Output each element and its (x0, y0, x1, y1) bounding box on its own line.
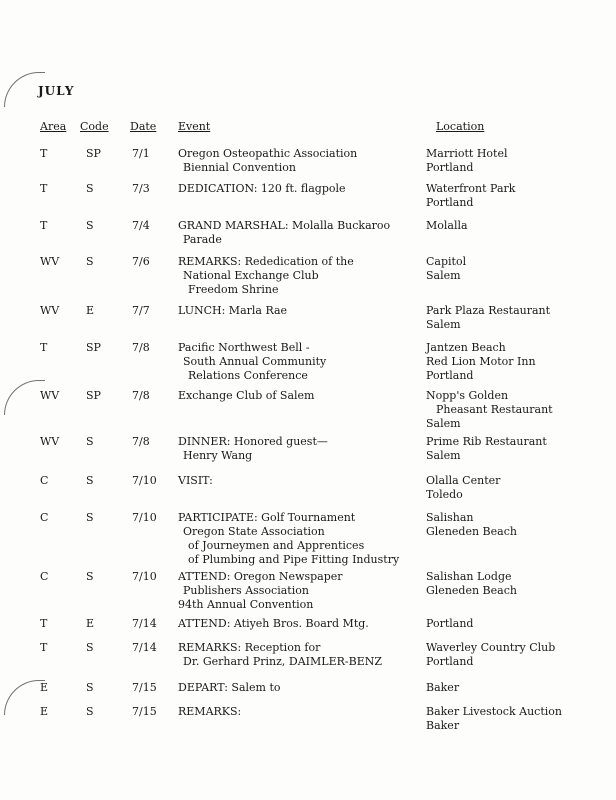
event-cell-line: ATTEND: Oregon Newspaper (178, 570, 343, 583)
date-cell: 7/4 (132, 219, 150, 232)
event-cell (178, 617, 369, 631)
event-cell-line: PARTICIPATE: Golf Tournament (178, 511, 356, 524)
event-cell (178, 182, 346, 196)
date-cell: 7/8 (132, 341, 150, 354)
area-cell: T (40, 147, 48, 160)
location-cell (426, 705, 562, 733)
location-cell (426, 681, 459, 695)
location-cell (426, 435, 547, 463)
date-cell: 7/14 (132, 641, 157, 654)
event-cell-line: Dr. Gerhard Prinz, DAIMLER-BENZ (183, 655, 382, 668)
code-cell: S (86, 570, 94, 583)
location-cell (426, 304, 550, 332)
header-location: Location (436, 120, 485, 133)
punch-hole-bottom (4, 680, 45, 715)
location-cell (426, 641, 555, 669)
location-cell (426, 341, 536, 383)
location-cell-line: Prime Rib Restaurant (426, 435, 547, 448)
location-cell-line: Toledo (426, 488, 463, 501)
location-cell (426, 389, 553, 431)
location-cell (426, 182, 515, 210)
area-cell: WV (40, 389, 60, 402)
event-cell-line: Publishers Association (183, 584, 309, 597)
date-cell: 7/15 (132, 705, 157, 718)
date-cell: 7/8 (132, 435, 150, 448)
area-cell: T (40, 641, 48, 654)
date-cell: 7/1 (132, 147, 150, 160)
location-cell-line: Waverley Country Club (426, 641, 556, 654)
date-cell: 7/7 (132, 304, 150, 317)
code-cell: S (86, 511, 94, 524)
location-cell-line: Portland (426, 369, 474, 382)
location-cell-line: Salem (426, 269, 461, 282)
area-cell: WV (40, 304, 60, 317)
event-cell-line: Parade (183, 233, 222, 246)
event-cell-line: GRAND MARSHAL: Molalla Buckaroo (178, 219, 391, 232)
location-cell-line: Salishan Lodge (426, 570, 512, 583)
date-cell: 7/6 (132, 255, 150, 268)
code-cell: S (86, 182, 94, 195)
location-cell (426, 511, 517, 539)
header-area: Area (40, 120, 67, 133)
event-cell-line: DINNER: Honored guest— (178, 435, 328, 448)
area-cell: E (40, 705, 49, 718)
location-cell-line: Baker Livestock Auction (426, 705, 562, 718)
location-cell (426, 474, 500, 502)
location-cell (426, 570, 517, 598)
location-cell-line: Portland (426, 196, 474, 209)
area-cell: C (40, 570, 49, 583)
location-cell-line: Salem (426, 449, 461, 462)
code-cell: S (86, 219, 94, 232)
code-cell: SP (86, 147, 101, 160)
event-cell-line: Biennial Convention (183, 161, 296, 174)
event-cell (178, 389, 314, 403)
location-cell-line: Baker (426, 681, 460, 694)
header-code: Code (80, 120, 109, 133)
location-cell-line: Olalla Center (426, 474, 501, 487)
code-cell: E (86, 304, 95, 317)
event-cell-line: Oregon State Association (183, 525, 325, 538)
location-cell (426, 617, 473, 631)
code-cell: S (86, 681, 94, 694)
date-cell: 7/10 (132, 570, 157, 583)
location-cell (426, 255, 466, 283)
event-cell-line: LUNCH: Marla Rae (178, 304, 288, 317)
event-cell (178, 304, 287, 318)
code-cell: SP (86, 341, 101, 354)
punch-hole-middle (4, 380, 45, 415)
date-cell: 7/10 (132, 474, 157, 487)
event-cell-line: Pacific Northwest Bell - (178, 341, 310, 354)
location-cell-line: Molalla (426, 219, 468, 232)
event-cell-line: ATTEND: Atiyeh Bros. Board Mtg. (178, 617, 369, 630)
location-cell-line: Waterfront Park (426, 182, 516, 195)
location-cell (426, 147, 507, 175)
event-cell (178, 705, 241, 719)
code-cell: S (86, 641, 94, 654)
area-cell: T (40, 182, 48, 195)
event-cell (178, 681, 281, 695)
location-cell-line: Portland (426, 655, 474, 668)
date-cell: 7/3 (132, 182, 150, 195)
code-cell: S (86, 705, 94, 718)
location-cell-line: Marriott Hotel (426, 147, 508, 160)
location-cell-line: Nopp's Golden (426, 389, 509, 402)
event-cell-line: 94th Annual Convention (178, 598, 314, 611)
event-cell-line: VISIT: (178, 474, 213, 487)
header-date: Date (130, 120, 157, 133)
event-cell (178, 641, 382, 669)
event-cell-line: of Journeymen and Apprentices (188, 539, 365, 552)
event-cell-line: Freedom Shrine (188, 283, 279, 296)
location-cell (426, 219, 468, 233)
date-cell: 7/15 (132, 681, 157, 694)
event-cell-line: Relations Conference (188, 369, 308, 382)
event-cell-line: National Exchange Club (183, 269, 319, 282)
location-cell-line: Pheasant Restaurant (436, 403, 553, 416)
event-cell-line: Henry Wang (183, 449, 253, 462)
event-cell-line: South Annual Community (183, 355, 327, 368)
event-cell-line: DEPART: Salem to (178, 681, 281, 694)
code-cell: S (86, 255, 94, 268)
event-cell (178, 570, 343, 612)
event-cell (178, 511, 399, 567)
area-cell: T (40, 341, 48, 354)
event-cell (178, 435, 328, 463)
area-cell: E (40, 681, 49, 694)
area-cell: C (40, 511, 49, 524)
location-cell-line: Red Lion Motor Inn (426, 355, 536, 368)
code-cell: S (86, 435, 94, 448)
location-cell-line: Park Plaza Restaurant (426, 304, 551, 317)
month-title: JULY (38, 84, 75, 98)
event-cell-line: of Plumbing and Pipe Fitting Industry (188, 553, 400, 566)
event-cell-line: REMARKS: Reception for (178, 641, 321, 654)
event-cell (178, 147, 357, 175)
location-cell-line: Salem (426, 417, 461, 430)
date-cell: 7/8 (132, 389, 150, 402)
location-cell-line: Jantzen Beach (426, 341, 506, 354)
location-cell-line: Gleneden Beach (426, 525, 517, 538)
event-cell-line: REMARKS: (178, 705, 242, 718)
header-event: Event (178, 120, 211, 133)
area-cell: T (40, 617, 48, 630)
event-cell-line: Exchange Club of Salem (178, 389, 315, 402)
area-cell: T (40, 219, 48, 232)
location-cell-line: Baker (426, 719, 460, 732)
event-cell (178, 474, 213, 488)
code-cell: SP (86, 389, 101, 402)
event-cell-line: DEDICATION: 120 ft. flagpole (178, 182, 346, 195)
location-cell-line: Portland (426, 161, 474, 174)
event-cell (178, 219, 390, 247)
area-cell: WV (40, 435, 60, 448)
location-cell-line: Capitol (426, 255, 467, 268)
date-cell: 7/10 (132, 511, 157, 524)
event-cell-line: REMARKS: Rededication of the (178, 255, 354, 268)
area-cell: WV (40, 255, 60, 268)
date-cell: 7/14 (132, 617, 157, 630)
location-cell-line: Gleneden Beach (426, 584, 517, 597)
event-cell-line: Oregon Osteopathic Association (178, 147, 358, 160)
code-cell: S (86, 474, 94, 487)
event-cell (178, 255, 354, 297)
location-cell-line: Portland (426, 617, 474, 630)
code-cell: E (86, 617, 95, 630)
event-cell (178, 341, 326, 383)
location-cell-line: Salishan (426, 511, 474, 524)
location-cell-line: Salem (426, 318, 461, 331)
area-cell: C (40, 474, 49, 487)
